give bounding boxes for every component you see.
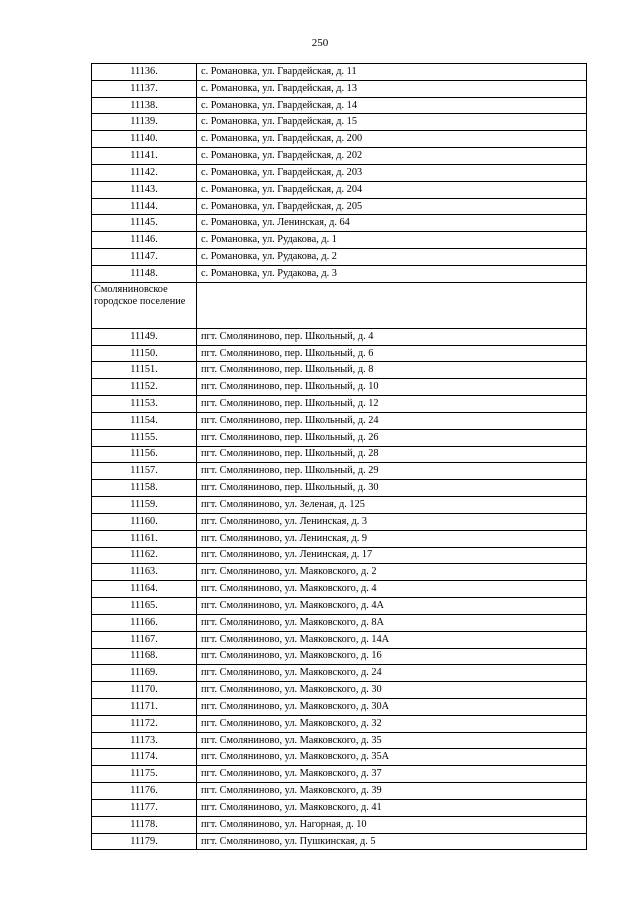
row-address: с. Романовка, ул. Гвардейская, д. 13 bbox=[197, 80, 587, 97]
row-number: 11153. bbox=[92, 396, 197, 413]
row-address: пгт. Смоляниново, ул. Ленинская, д. 9 bbox=[197, 530, 587, 547]
row-address: с. Романовка, ул. Гвардейская, д. 203 bbox=[197, 164, 587, 181]
row-address: с. Романовка, ул. Гвардейская, д. 204 bbox=[197, 181, 587, 198]
table-row bbox=[92, 362, 587, 379]
row-number: 11141. bbox=[92, 148, 197, 165]
row-address: пгт. Смоляниново, ул. Нагорная, д. 10 bbox=[197, 816, 587, 833]
row-address: пгт. Смоляниново, ул. Маяковского, д. 30А bbox=[197, 698, 587, 715]
table-row bbox=[92, 181, 587, 198]
row-number: 11155. bbox=[92, 429, 197, 446]
table-row bbox=[92, 379, 587, 396]
table-row bbox=[92, 164, 587, 181]
row-number: 11169. bbox=[92, 665, 197, 682]
row-address: пгт. Смоляниново, ул. Маяковского, д. 30 bbox=[197, 682, 587, 699]
section-address-cell bbox=[197, 282, 587, 328]
row-number: 11171. bbox=[92, 698, 197, 715]
table-row bbox=[92, 265, 587, 282]
row-number: 11175. bbox=[92, 766, 197, 783]
table-row bbox=[92, 530, 587, 547]
table-body-romanovka bbox=[92, 64, 587, 283]
table-row bbox=[92, 513, 587, 530]
row-address: с. Романовка, ул. Гвардейская, д. 11 bbox=[197, 64, 587, 81]
row-address: с. Романовка, ул. Гвардейская, д. 202 bbox=[197, 148, 587, 165]
table-row bbox=[92, 97, 587, 114]
row-number: 11164. bbox=[92, 581, 197, 598]
section-header-row bbox=[92, 282, 587, 328]
row-address: пгт. Смоляниново, ул. Маяковского, д. 37 bbox=[197, 766, 587, 783]
row-number: 11166. bbox=[92, 614, 197, 631]
row-number: 11146. bbox=[92, 232, 197, 249]
table-row bbox=[92, 749, 587, 766]
row-address: с. Романовка, ул. Ленинская, д. 64 bbox=[197, 215, 587, 232]
row-address: пгт. Смоляниново, пер. Школьный, д. 12 bbox=[197, 396, 587, 413]
address-table bbox=[91, 63, 587, 850]
table-row bbox=[92, 114, 587, 131]
row-number: 11173. bbox=[92, 732, 197, 749]
table-row bbox=[92, 345, 587, 362]
table-row bbox=[92, 631, 587, 648]
row-number: 11154. bbox=[92, 412, 197, 429]
table-row bbox=[92, 614, 587, 631]
table-row bbox=[92, 547, 587, 564]
table-row bbox=[92, 215, 587, 232]
row-address: пгт. Смоляниново, ул. Маяковского, д. 14А bbox=[197, 631, 587, 648]
row-number: 11140. bbox=[92, 131, 197, 148]
table-row bbox=[92, 665, 587, 682]
row-address: с. Романовка, ул. Рудакова, д. 3 bbox=[197, 265, 587, 282]
row-address: пгт. Смоляниново, пер. Школьный, д. 4 bbox=[197, 328, 587, 345]
row-number: 11162. bbox=[92, 547, 197, 564]
row-number: 11177. bbox=[92, 799, 197, 816]
table-row bbox=[92, 131, 587, 148]
row-number: 11160. bbox=[92, 513, 197, 530]
table-row bbox=[92, 833, 587, 850]
row-address: пгт. Смоляниново, ул. Маяковского, д. 35 bbox=[197, 732, 587, 749]
row-address: пгт. Смоляниново, ул. Маяковского, д. 35А bbox=[197, 749, 587, 766]
row-number: 11152. bbox=[92, 379, 197, 396]
row-number: 11172. bbox=[92, 715, 197, 732]
table-row bbox=[92, 412, 587, 429]
row-address: с. Романовка, ул. Рудакова, д. 1 bbox=[197, 232, 587, 249]
row-number: 11167. bbox=[92, 631, 197, 648]
table-row bbox=[92, 698, 587, 715]
row-address: пгт. Смоляниново, ул. Пушкинская, д. 5 bbox=[197, 833, 587, 850]
table-row bbox=[92, 148, 587, 165]
row-number: 11168. bbox=[92, 648, 197, 665]
row-address: с. Романовка, ул. Гвардейская, д. 15 bbox=[197, 114, 587, 131]
table-row bbox=[92, 429, 587, 446]
row-address: пгт. Смоляниново, ул. Зеленая, д. 125 bbox=[197, 497, 587, 514]
row-number: 11143. bbox=[92, 181, 197, 198]
row-number: 11139. bbox=[92, 114, 197, 131]
row-number: 11178. bbox=[92, 816, 197, 833]
table-row bbox=[92, 799, 587, 816]
row-number: 11174. bbox=[92, 749, 197, 766]
row-address: с. Романовка, ул. Гвардейская, д. 200 bbox=[197, 131, 587, 148]
row-address: пгт. Смоляниново, ул. Маяковского, д. 16 bbox=[197, 648, 587, 665]
row-number: 11149. bbox=[92, 328, 197, 345]
table-body-smolyaninovo bbox=[92, 328, 587, 850]
row-address: пгт. Смоляниново, ул. Ленинская, д. 3 bbox=[197, 513, 587, 530]
row-address: пгт. Смоляниново, ул. Маяковского, д. 4 bbox=[197, 581, 587, 598]
row-number: 11165. bbox=[92, 598, 197, 615]
row-address: пгт. Смоляниново, ул. Маяковского, д. 39 bbox=[197, 783, 587, 800]
table-row bbox=[92, 581, 587, 598]
row-number: 11176. bbox=[92, 783, 197, 800]
row-number: 11148. bbox=[92, 265, 197, 282]
table-row bbox=[92, 64, 587, 81]
row-number: 11138. bbox=[92, 97, 197, 114]
row-number: 11170. bbox=[92, 682, 197, 699]
table-row bbox=[92, 198, 587, 215]
table-row bbox=[92, 497, 587, 514]
table-row bbox=[92, 249, 587, 266]
row-address: пгт. Смоляниново, пер. Школьный, д. 26 bbox=[197, 429, 587, 446]
table-row bbox=[92, 648, 587, 665]
row-address: пгт. Смоляниново, пер. Школьный, д. 29 bbox=[197, 463, 587, 480]
table-row bbox=[92, 715, 587, 732]
table-row bbox=[92, 766, 587, 783]
table-row bbox=[92, 682, 587, 699]
row-address: с. Романовка, ул. Гвардейская, д. 205 bbox=[197, 198, 587, 215]
row-number: 11147. bbox=[92, 249, 197, 266]
table-row bbox=[92, 328, 587, 345]
row-address: пгт. Смоляниново, ул. Маяковского, д. 41 bbox=[197, 799, 587, 816]
row-address: пгт. Смоляниново, ул. Маяковского, д. 24 bbox=[197, 665, 587, 682]
row-address: пгт. Смоляниново, ул. Маяковского, д. 32 bbox=[197, 715, 587, 732]
row-address: пгт. Смоляниново, пер. Школьный, д. 6 bbox=[197, 345, 587, 362]
row-address: с. Романовка, ул. Рудакова, д. 2 bbox=[197, 249, 587, 266]
row-number: 11157. bbox=[92, 463, 197, 480]
table-row bbox=[92, 816, 587, 833]
row-address: пгт. Смоляниново, пер. Школьный, д. 28 bbox=[197, 446, 587, 463]
row-address: пгт. Смоляниново, пер. Школьный, д. 30 bbox=[197, 480, 587, 497]
table-row bbox=[92, 463, 587, 480]
row-address: с. Романовка, ул. Гвардейская, д. 14 bbox=[197, 97, 587, 114]
row-number: 11151. bbox=[92, 362, 197, 379]
row-address: пгт. Смоляниново, ул. Маяковского, д. 8А bbox=[197, 614, 587, 631]
row-number: 11145. bbox=[92, 215, 197, 232]
table-row bbox=[92, 446, 587, 463]
section-label: Смоляниновское городское поселение bbox=[92, 282, 197, 328]
table-row bbox=[92, 232, 587, 249]
page-number: 250 bbox=[311, 37, 329, 49]
row-number: 11150. bbox=[92, 345, 197, 362]
table-row bbox=[92, 396, 587, 413]
table-section-smolyaninovo bbox=[92, 282, 587, 328]
row-address: пгт. Смоляниново, пер. Школьный, д. 24 bbox=[197, 412, 587, 429]
table-row bbox=[92, 564, 587, 581]
row-number: 11156. bbox=[92, 446, 197, 463]
table-row bbox=[92, 732, 587, 749]
row-number: 11163. bbox=[92, 564, 197, 581]
table-row bbox=[92, 480, 587, 497]
row-number: 11161. bbox=[92, 530, 197, 547]
row-address: пгт. Смоляниново, ул. Ленинская, д. 17 bbox=[197, 547, 587, 564]
table-row bbox=[92, 598, 587, 615]
table-row bbox=[92, 783, 587, 800]
row-number: 11158. bbox=[92, 480, 197, 497]
row-address: пгт. Смоляниново, ул. Маяковского, д. 4А bbox=[197, 598, 587, 615]
row-address: пгт. Смоляниново, ул. Маяковского, д. 2 bbox=[197, 564, 587, 581]
row-address: пгт. Смоляниново, пер. Школьный, д. 10 bbox=[197, 379, 587, 396]
row-number: 11142. bbox=[92, 164, 197, 181]
row-address: пгт. Смоляниново, пер. Школьный, д. 8 bbox=[197, 362, 587, 379]
row-number: 11136. bbox=[92, 64, 197, 81]
row-number: 11159. bbox=[92, 497, 197, 514]
row-number: 11144. bbox=[92, 198, 197, 215]
table-row bbox=[92, 80, 587, 97]
row-number: 11137. bbox=[92, 80, 197, 97]
row-number: 11179. bbox=[92, 833, 197, 850]
